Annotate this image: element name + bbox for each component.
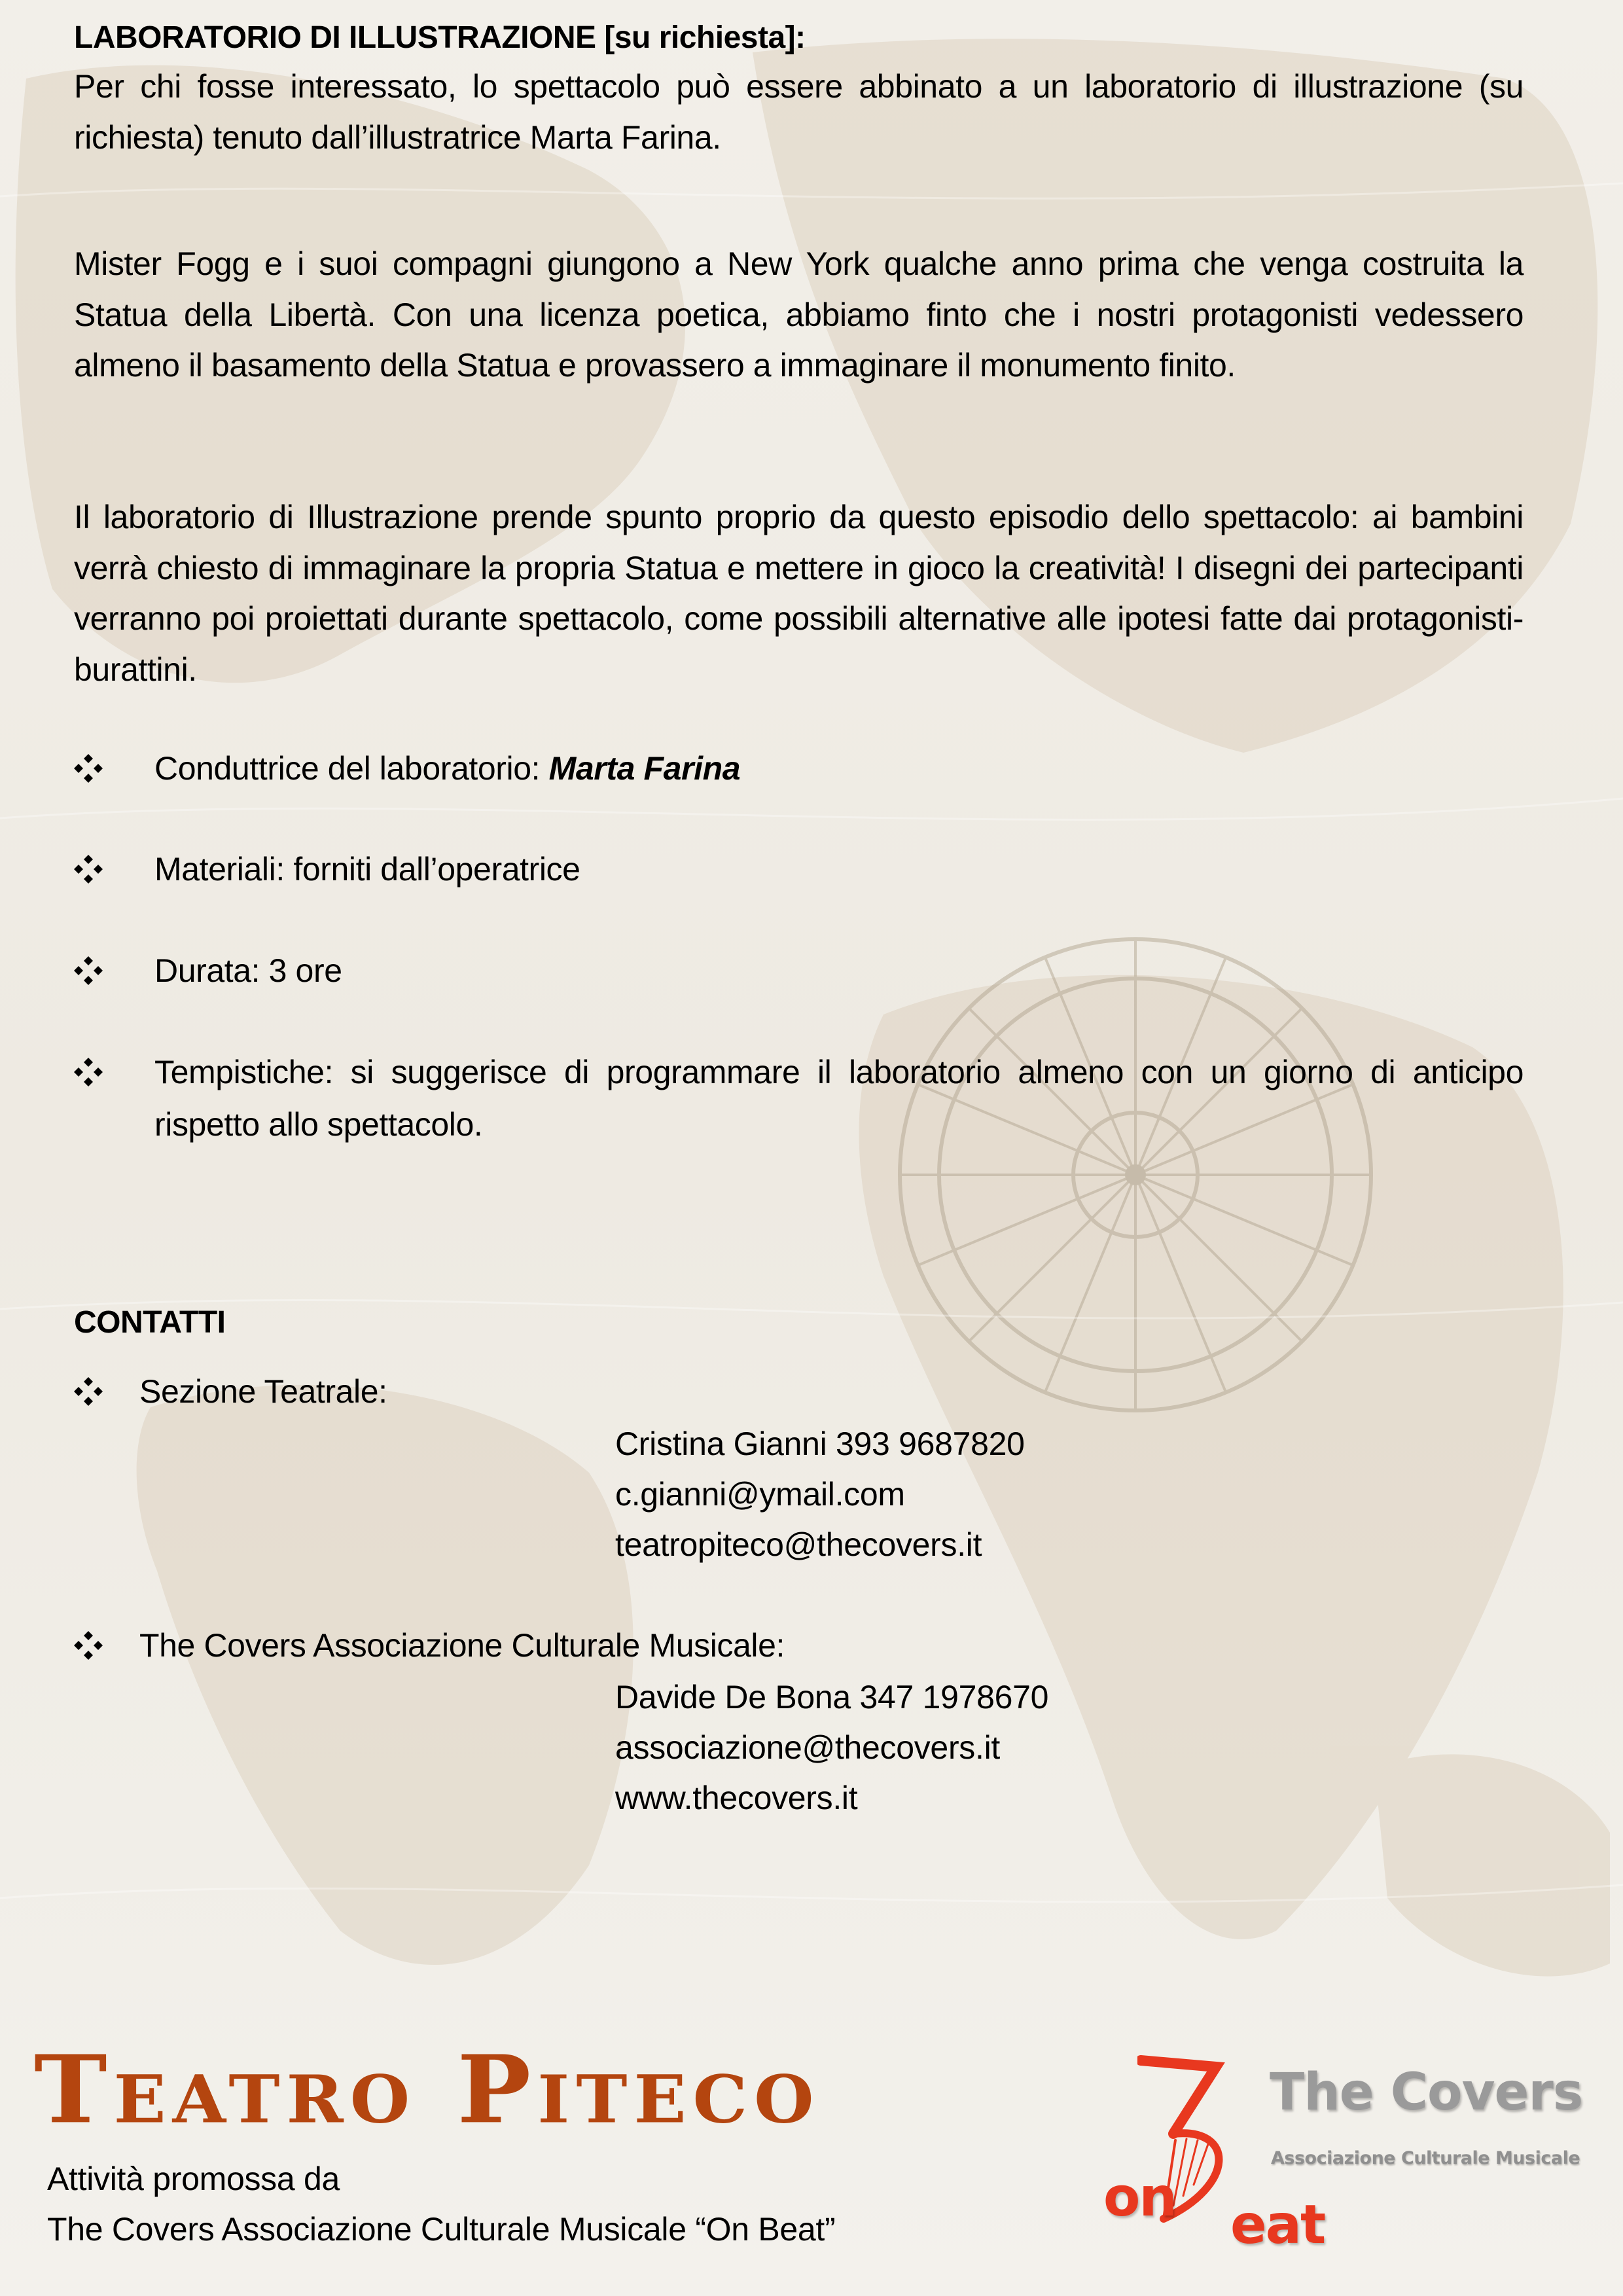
- the-covers-logo-title: The Covers: [1270, 2063, 1583, 2122]
- contact-name-phone: Davide De Bona 347 1978670: [615, 1679, 1049, 1715]
- bullet-materials: [74, 843, 1524, 895]
- contact-group-theatre: [74, 1365, 1524, 1418]
- contact-group-label: The Covers Associazione Culturale Musicale:: [139, 1627, 785, 1664]
- lab-description-paragraph: Il laboratorio di Illustrazione prende spunto proprio da questo episodio dello spettacolo: ai bambini verrà chiesto di immaginare la propria Statua e mettere in gioco la creatività! I disegni dei partecipanti verranno poi proiettati durante spettacolo, come possibili alternative alle ipotesi fatte dai protagonisti-burattini.: [74, 499, 1524, 688]
- contact-email-link[interactable]: associazione@thecovers.it: [615, 1729, 1000, 1766]
- bullet-duration: [74, 944, 1524, 997]
- contacts-heading: CONTATTI: [74, 1305, 226, 1340]
- bullet-text: Durata: 3 ore: [154, 952, 342, 989]
- onbeat-logo-on: on: [1103, 2166, 1176, 2229]
- four-diamond-bullet-icon: [74, 944, 113, 997]
- four-diamond-bullet-icon: [74, 1365, 113, 1418]
- contact-group-association: [74, 1619, 1524, 1672]
- bullet-timing: [74, 1046, 1524, 1151]
- four-diamond-bullet-icon: [74, 742, 113, 795]
- teatro-piteco-logo: Teatro Piteco: [34, 2035, 821, 2145]
- onbeat-logo-eat: eat: [1230, 2194, 1325, 2256]
- four-diamond-bullet-icon: [74, 843, 113, 895]
- contact-email-link[interactable]: teatropiteco@thecovers.it: [615, 1526, 982, 1563]
- bullet-label: Conduttrice del laboratorio:: [154, 750, 549, 787]
- lab-section-heading: LABORATORIO DI ILLUSTRAZIONE [su richiesta]:: [74, 20, 806, 55]
- the-covers-logo-subtitle: Associazione Culturale Musicale: [1271, 2148, 1580, 2168]
- bullet-text: Tempistiche: si suggerisce di programmare il laboratorio almeno con un giorno di anticipo rispetto allo spettacolo.: [154, 1054, 1524, 1143]
- intro-paragraph: Per chi fosse interessato, lo spettacolo può essere abbinato a un laboratorio di illustrazione (su richiesta) tenuto dall’illustratrice Marta Farina.: [74, 68, 1524, 156]
- bullet-conductor: [74, 742, 1524, 795]
- promo-line-2: The Covers Associazione Culturale Musicale “On Beat”: [47, 2211, 836, 2248]
- contact-name-phone: Cristina Gianni 393 9687820: [615, 1426, 1025, 1462]
- story-paragraph: Mister Fogg e i suoi compagni giungono a New York qualche anno prima che venga costruita la Statua della Libertà. Con una licenza poetica, abbiamo finto che i nostri protagonisti vedessero almeno il basamento della Statua e provassero a immaginare il monumento finito.: [74, 245, 1524, 384]
- four-diamond-bullet-icon: [74, 1046, 113, 1151]
- bullet-text: Materiali: forniti dall’operatrice: [154, 851, 580, 888]
- website-link[interactable]: www.thecovers.it: [615, 1780, 858, 1816]
- conductor-name: Marta Farina: [548, 750, 741, 787]
- contact-email-link[interactable]: c.gianni@ymail.com: [615, 1476, 905, 1513]
- promo-line-1: Attività promossa da: [47, 2161, 340, 2197]
- contact-group-label: Sezione Teatrale:: [139, 1373, 387, 1410]
- bullet-text: [154, 742, 1524, 795]
- four-diamond-bullet-icon: [74, 1619, 113, 1672]
